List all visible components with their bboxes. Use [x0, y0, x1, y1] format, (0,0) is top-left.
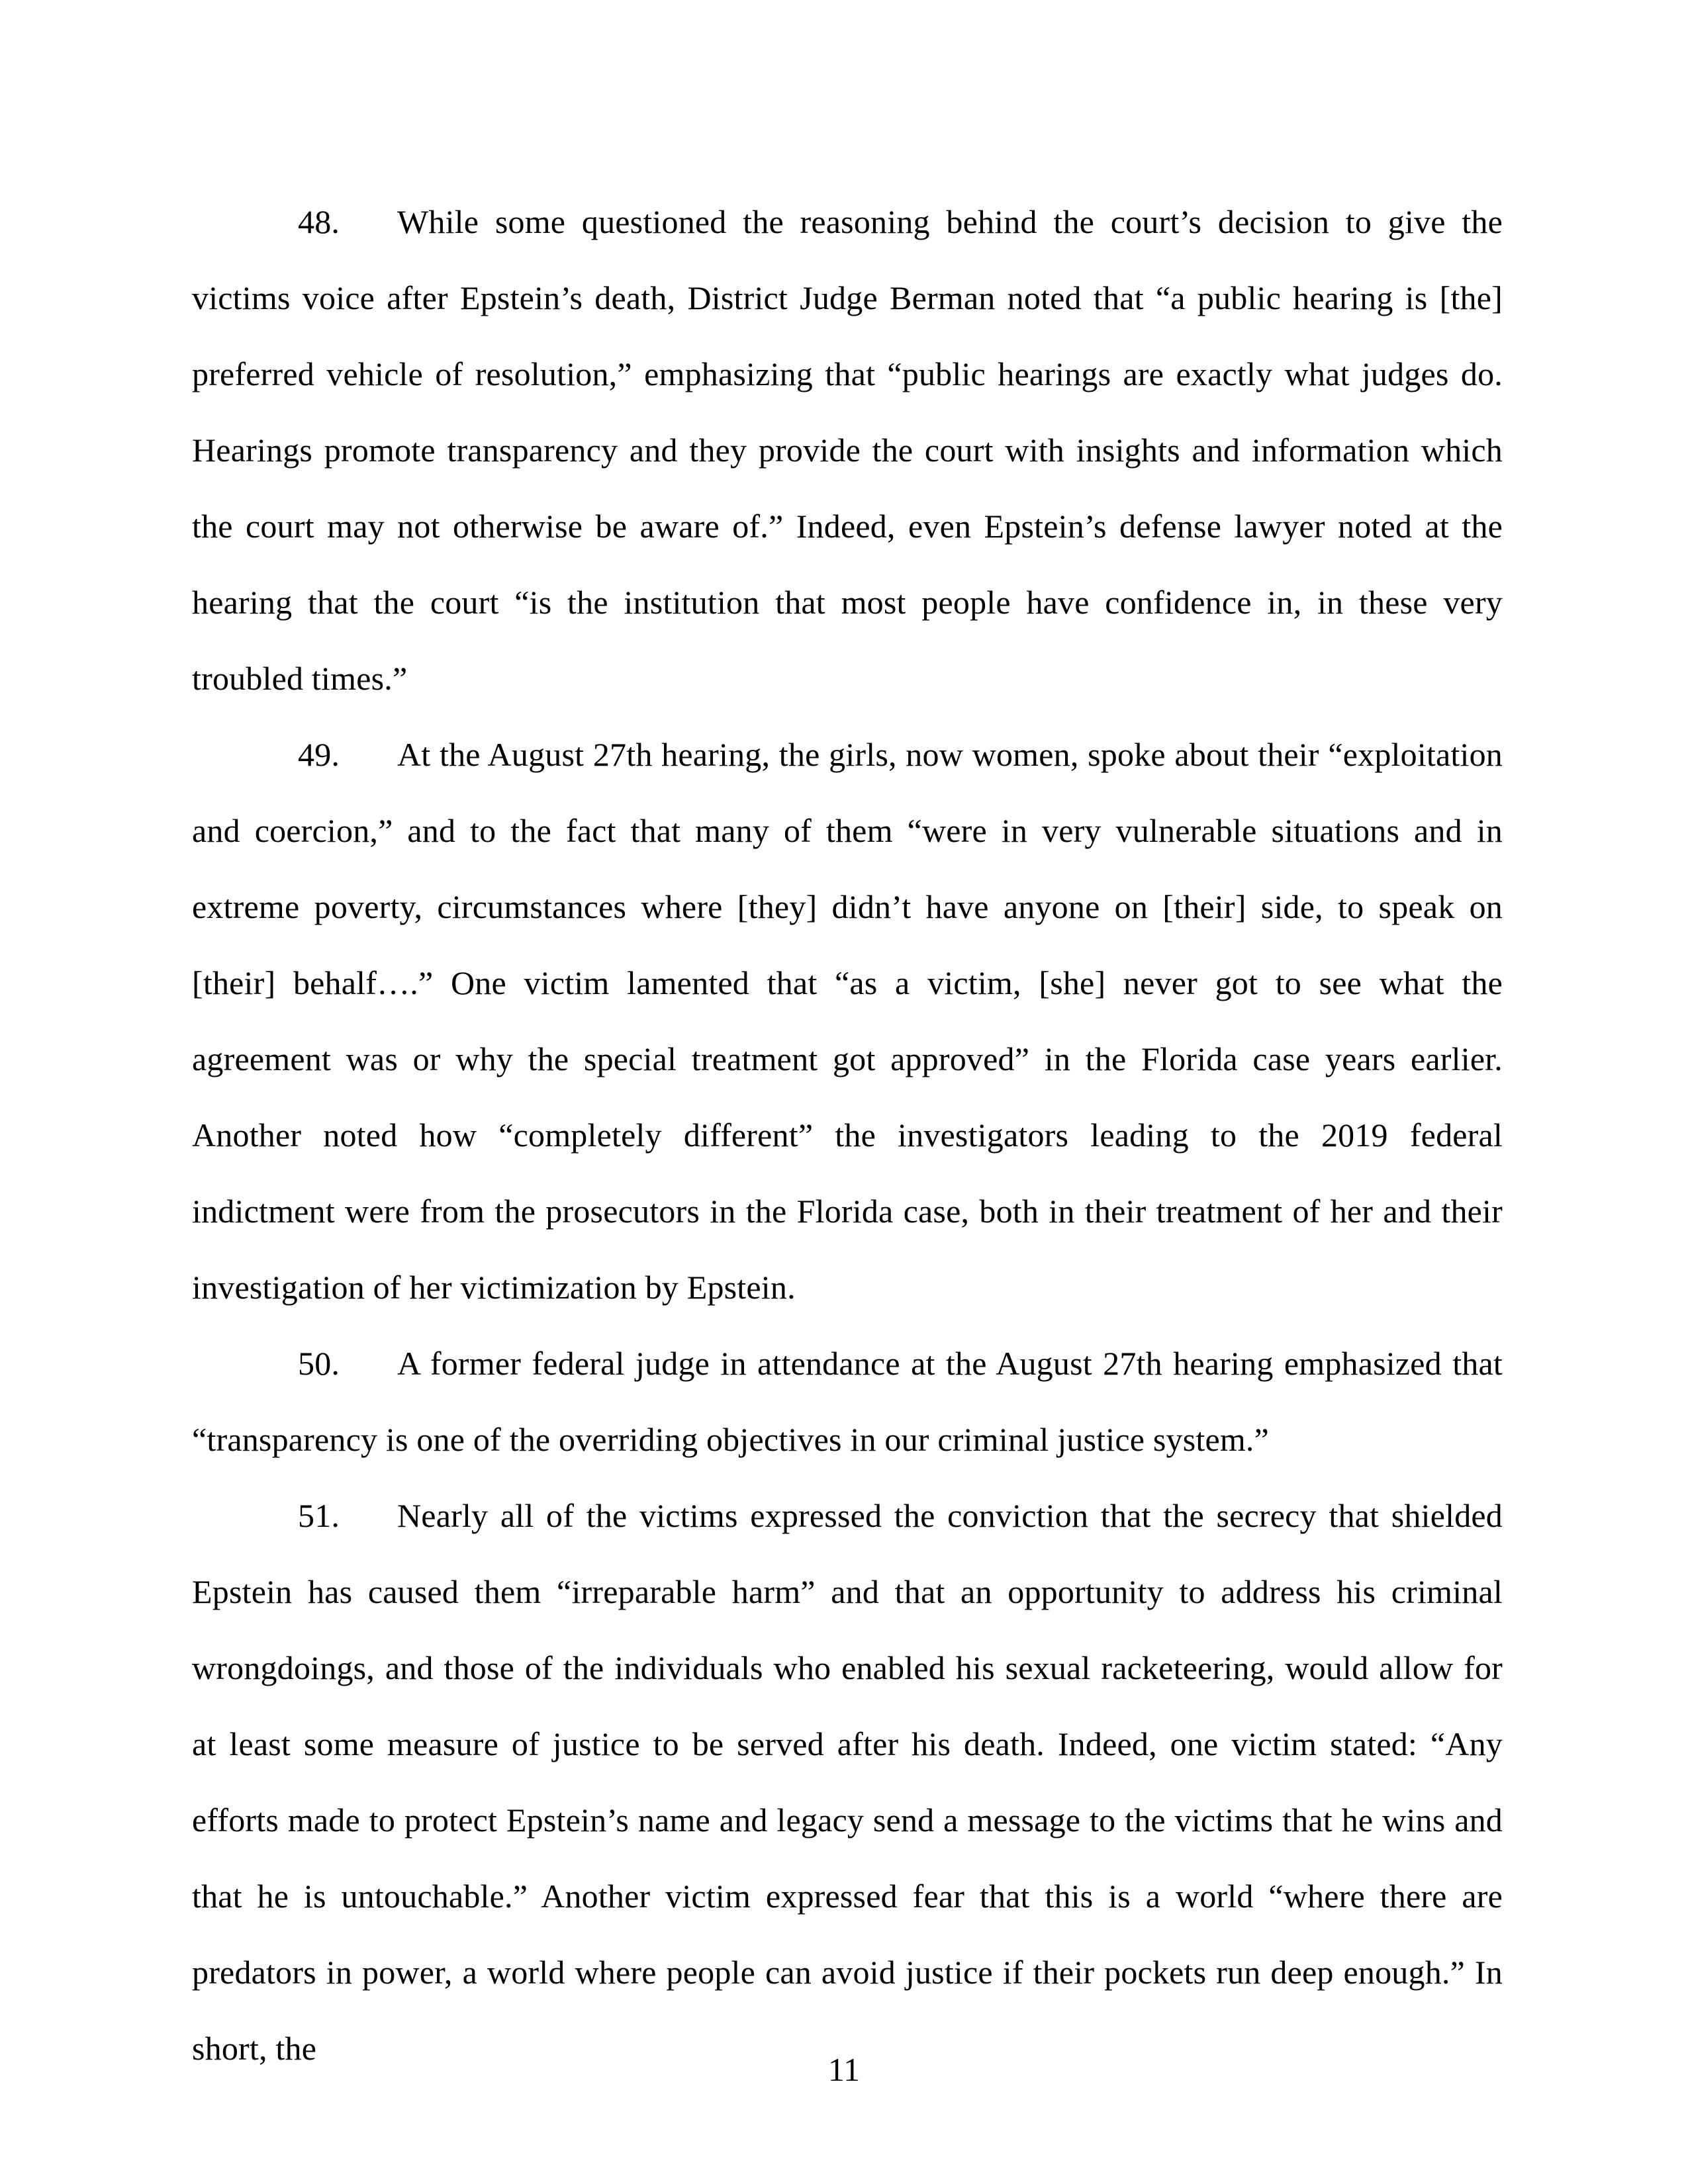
paragraph-text: While some questioned the reasoning behind the court’s decision to give the victims voice after Epstein’s death, District Judge Berman noted that “a public hearing is [the] preferred vehicle of resolution,” emphasizing that “public hearings are exactly what judges do. Hearings promote transparency and they provide the court with insights and information which the court may not otherwise be aware of.” Indeed, even Epstein’s defense lawyer noted at the hearing that the court “is the institution that most people have confidence in, in these very troubled times.”: [192, 203, 1503, 697]
page-number: 11: [827, 2051, 861, 2088]
paragraph-number: 50.: [298, 1345, 340, 1382]
paragraph-number: 49.: [298, 736, 340, 773]
paragraph-48: [192, 184, 1503, 717]
page-footer: [0, 2032, 1688, 2108]
document-body: [192, 184, 1503, 2087]
paragraph-text: At the August 27th hearing, the girls, now women, spoke about their “exploitation and coercion,” and to the fact that many of them “were in very vulnerable situations and in extreme poverty, circumstances where [they] didn’t have anyone on [their] side, to speak on [their] behalf….” One victim lamented that “as a victim, [she] never got to see what the agreement was or why the special treatment got approved” in the Florida case years earlier. Another noted how “completely different” the investigators leading to the 2019 federal indictment were from the prosecutors in the Florida case, both in their treatment of her and their investigation of her victimization by Epstein.: [192, 736, 1503, 1306]
paragraph-text: A former federal judge in attendance at the August 27th hearing emphasized that “transparency is one of the overriding objectives in our criminal justice system.”: [192, 1345, 1503, 1458]
paragraph-49: [192, 717, 1503, 1326]
paragraph-text: Nearly all of the victims expressed the conviction that the secrecy that shielded Epstein has caused them “irreparable harm” and that an opportunity to address his criminal wrongdoings, and those of the individuals who enabled his sexual racketeering, would allow for at least some measure of justice to be served after his death. Indeed, one victim stated: “Any efforts made to protect Epstein’s name and legacy send a message to the victims that he wins and that he is untouchable.” Another victim expressed fear that this is a world “where there are predators in power, a world where people can avoid justice if their pockets run deep enough.” In short, the: [192, 1497, 1503, 2067]
paragraph-51: [192, 1478, 1503, 2087]
paragraph-50: [192, 1326, 1503, 1478]
paragraph-number: 48.: [298, 203, 340, 240]
paragraph-number: 51.: [298, 1497, 340, 1534]
